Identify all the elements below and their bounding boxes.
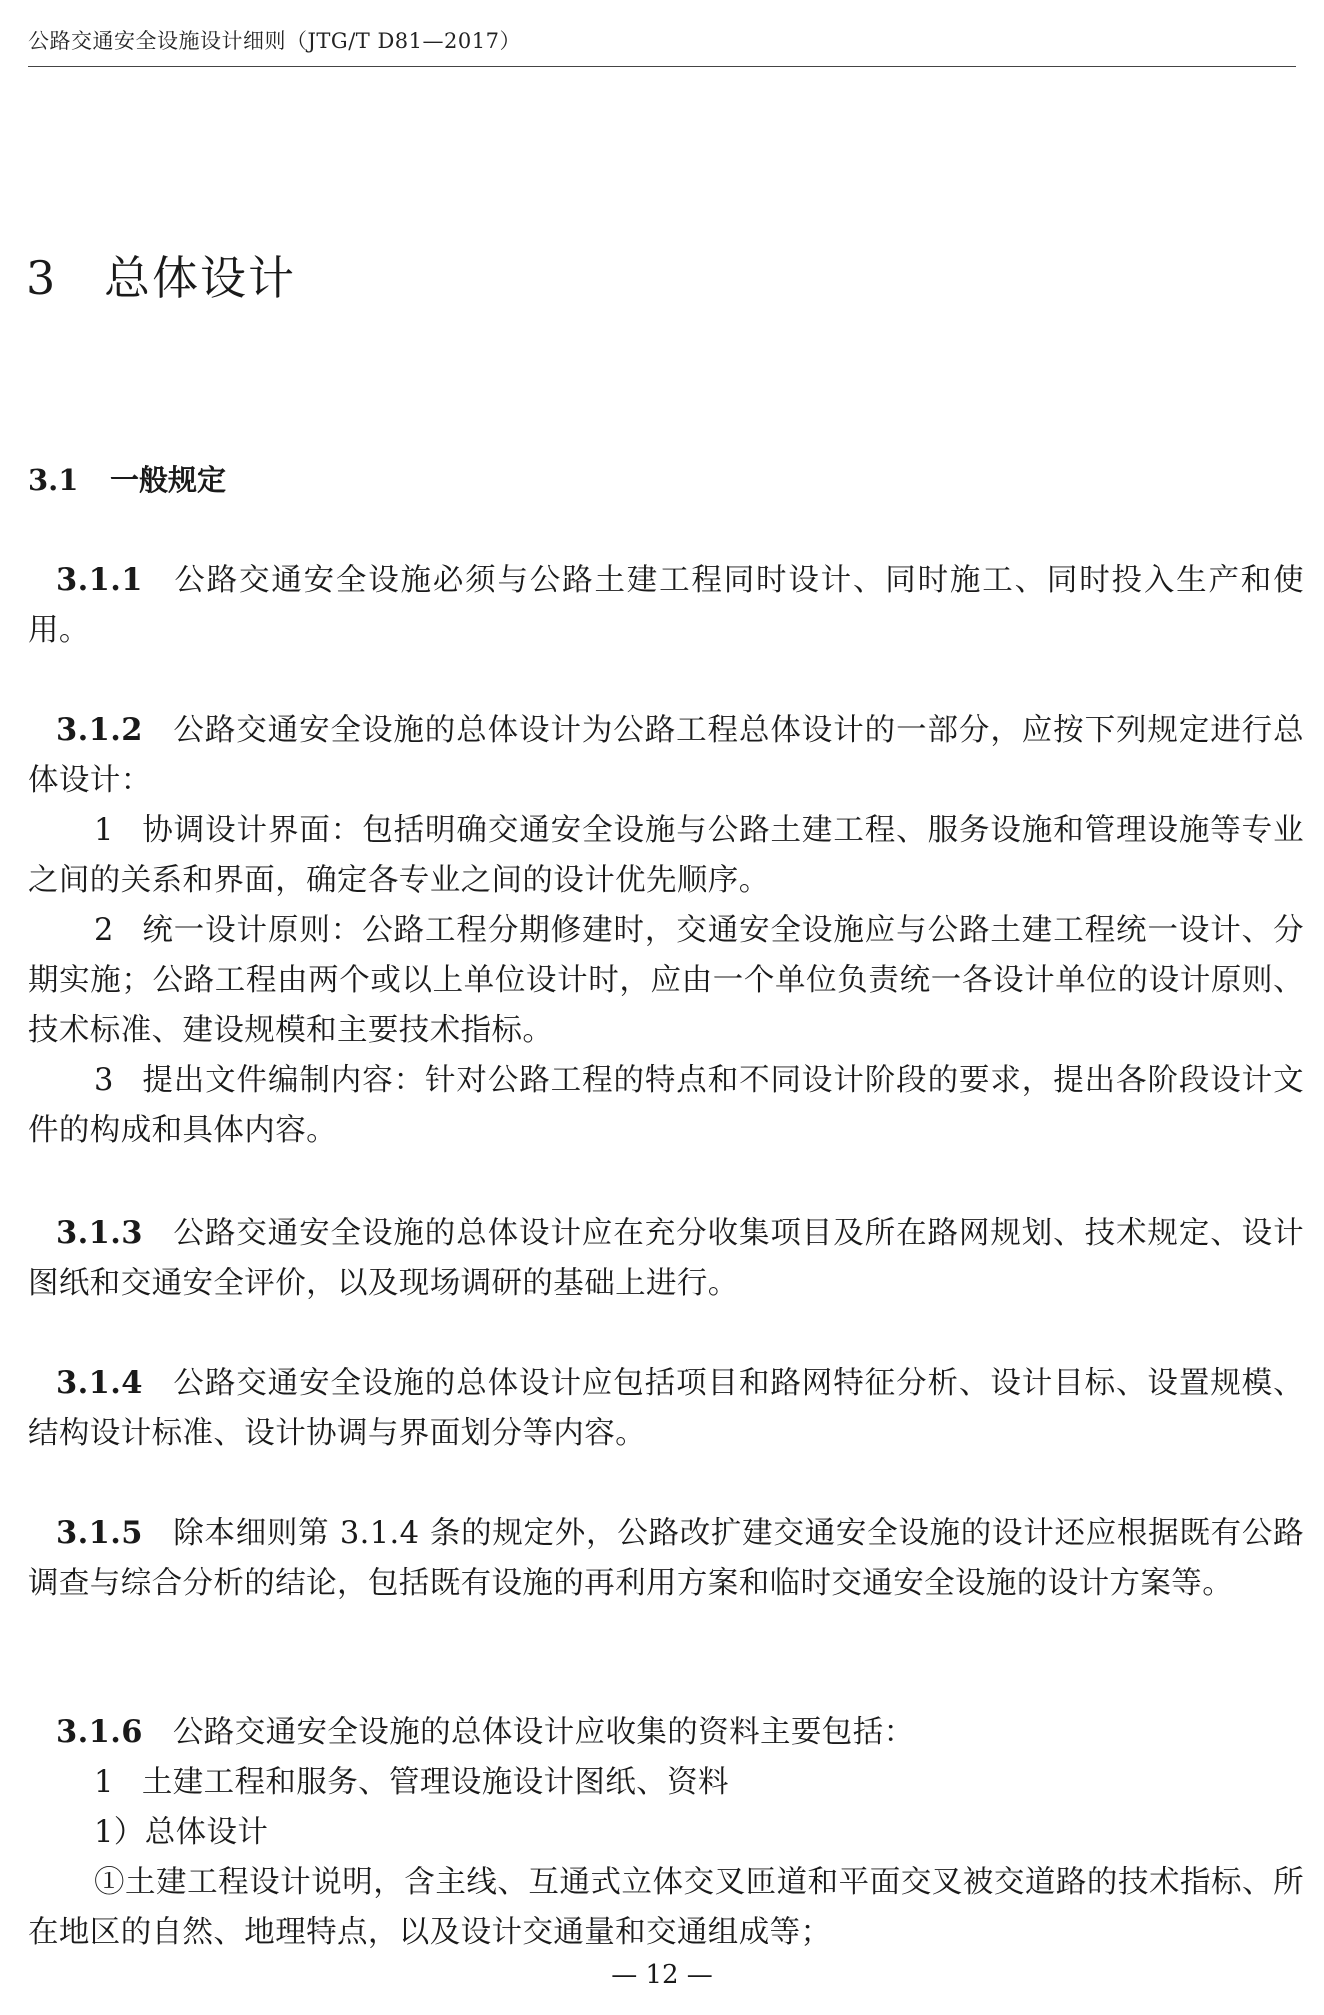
clause-3-1-2: [28, 705, 1304, 1156]
item-number: 2: [94, 913, 114, 948]
list-item: [28, 906, 1304, 1056]
clause-3-1-5: [28, 1508, 1304, 1609]
clause-number: 3.1.1: [56, 562, 143, 598]
clause-number: 3.1.6: [56, 1714, 143, 1750]
section-title: 一般规定: [110, 463, 227, 497]
clause-3-1-6: [28, 1707, 1304, 1958]
running-header: [28, 26, 1296, 67]
clause-number: 3.1.5: [56, 1515, 143, 1551]
page-number: — 12 —: [611, 1960, 713, 1990]
clause-number: 3.1.4: [56, 1365, 143, 1401]
clause-3-1-3: [28, 1208, 1304, 1309]
chapter-title: 总体设计: [104, 251, 296, 305]
clause-paragraph: [28, 1358, 1304, 1459]
item-number: 1: [94, 1765, 114, 1800]
sub-item: 1）总体设计: [94, 1815, 269, 1850]
clause-3-1-4: [28, 1358, 1304, 1459]
list-item: [28, 1758, 1304, 1808]
item-number: 3: [94, 1063, 114, 1098]
clause-text: 公路交通安全设施必须与公路土建工程同时设计、同时施工、同时投入生产和使用。: [28, 563, 1304, 648]
clause-paragraph: [28, 705, 1304, 806]
clause-paragraph: [28, 1208, 1304, 1309]
clause-text: 公路交通安全设施的总体设计为公路工程总体设计的一部分，应按下列规定进行总体设计：: [28, 713, 1304, 798]
clause-text: 除本细则第 3.1.4 条的规定外，公路改扩建交通安全设施的设计还应根据既有公路调查与综合分析的结论，包括既有设施的再利用方案和临时交通安全设施的设计方案等。: [28, 1516, 1304, 1601]
section-heading: [28, 460, 226, 500]
clause-number: 3.1.3: [56, 1215, 143, 1251]
sub-sub-item: ①土建工程设计说明，含主线、互通式立体交叉匝道和平面交叉被交道路的技术指标、所在地区的自然、地理特点，以及设计交通量和交通组成等；: [28, 1865, 1304, 1950]
section-number: 3.1: [28, 463, 79, 497]
clause-text: 公路交通安全设施的总体设计应包括项目和路网特征分析、设计目标、设置规模、结构设计标准、设计协调与界面划分等内容。: [28, 1366, 1304, 1451]
clause-paragraph: [28, 1508, 1304, 1609]
clause-text: 公路交通安全设施的总体设计应在充分收集项目及所在路网规划、技术规定、设计图纸和交通安全评价，以及现场调研的基础上进行。: [28, 1216, 1304, 1301]
item-text: 统一设计原则：公路工程分期修建时，交通安全设施应与公路土建工程统一设计、分期实施；公路工程由两个或以上单位设计时，应由一个单位负责统一各设计单位的设计原则、技术标准、建设规模和主要技术指标。: [28, 913, 1304, 1048]
chapter-heading: [26, 248, 296, 308]
clause-paragraph: [28, 1707, 1304, 1758]
item-text: 协调设计界面：包括明确交通安全设施与公路土建工程、服务设施和管理设施等专业之间的关系和界面，确定各专业之间的设计优先顺序。: [28, 813, 1304, 898]
clause-3-1-1: [28, 555, 1304, 656]
clause-text: 公路交通安全设施的总体设计应收集的资料主要包括：: [172, 1715, 915, 1750]
list-item: [28, 1056, 1304, 1156]
running-header-title: 公路交通安全设施设计细则（JTG/T D81—2017）: [28, 29, 521, 53]
item-text: 土建工程和服务、管理设施设计图纸、资料: [141, 1765, 729, 1800]
chapter-number: 3: [26, 251, 58, 305]
clause-number: 3.1.2: [56, 712, 143, 748]
list-item: [28, 806, 1304, 906]
item-number: 1: [94, 813, 114, 848]
clause-paragraph: [28, 555, 1304, 656]
item-text: 提出文件编制内容：针对公路工程的特点和不同设计阶段的要求，提出各阶段设计文件的构成和具体内容。: [28, 1063, 1304, 1148]
